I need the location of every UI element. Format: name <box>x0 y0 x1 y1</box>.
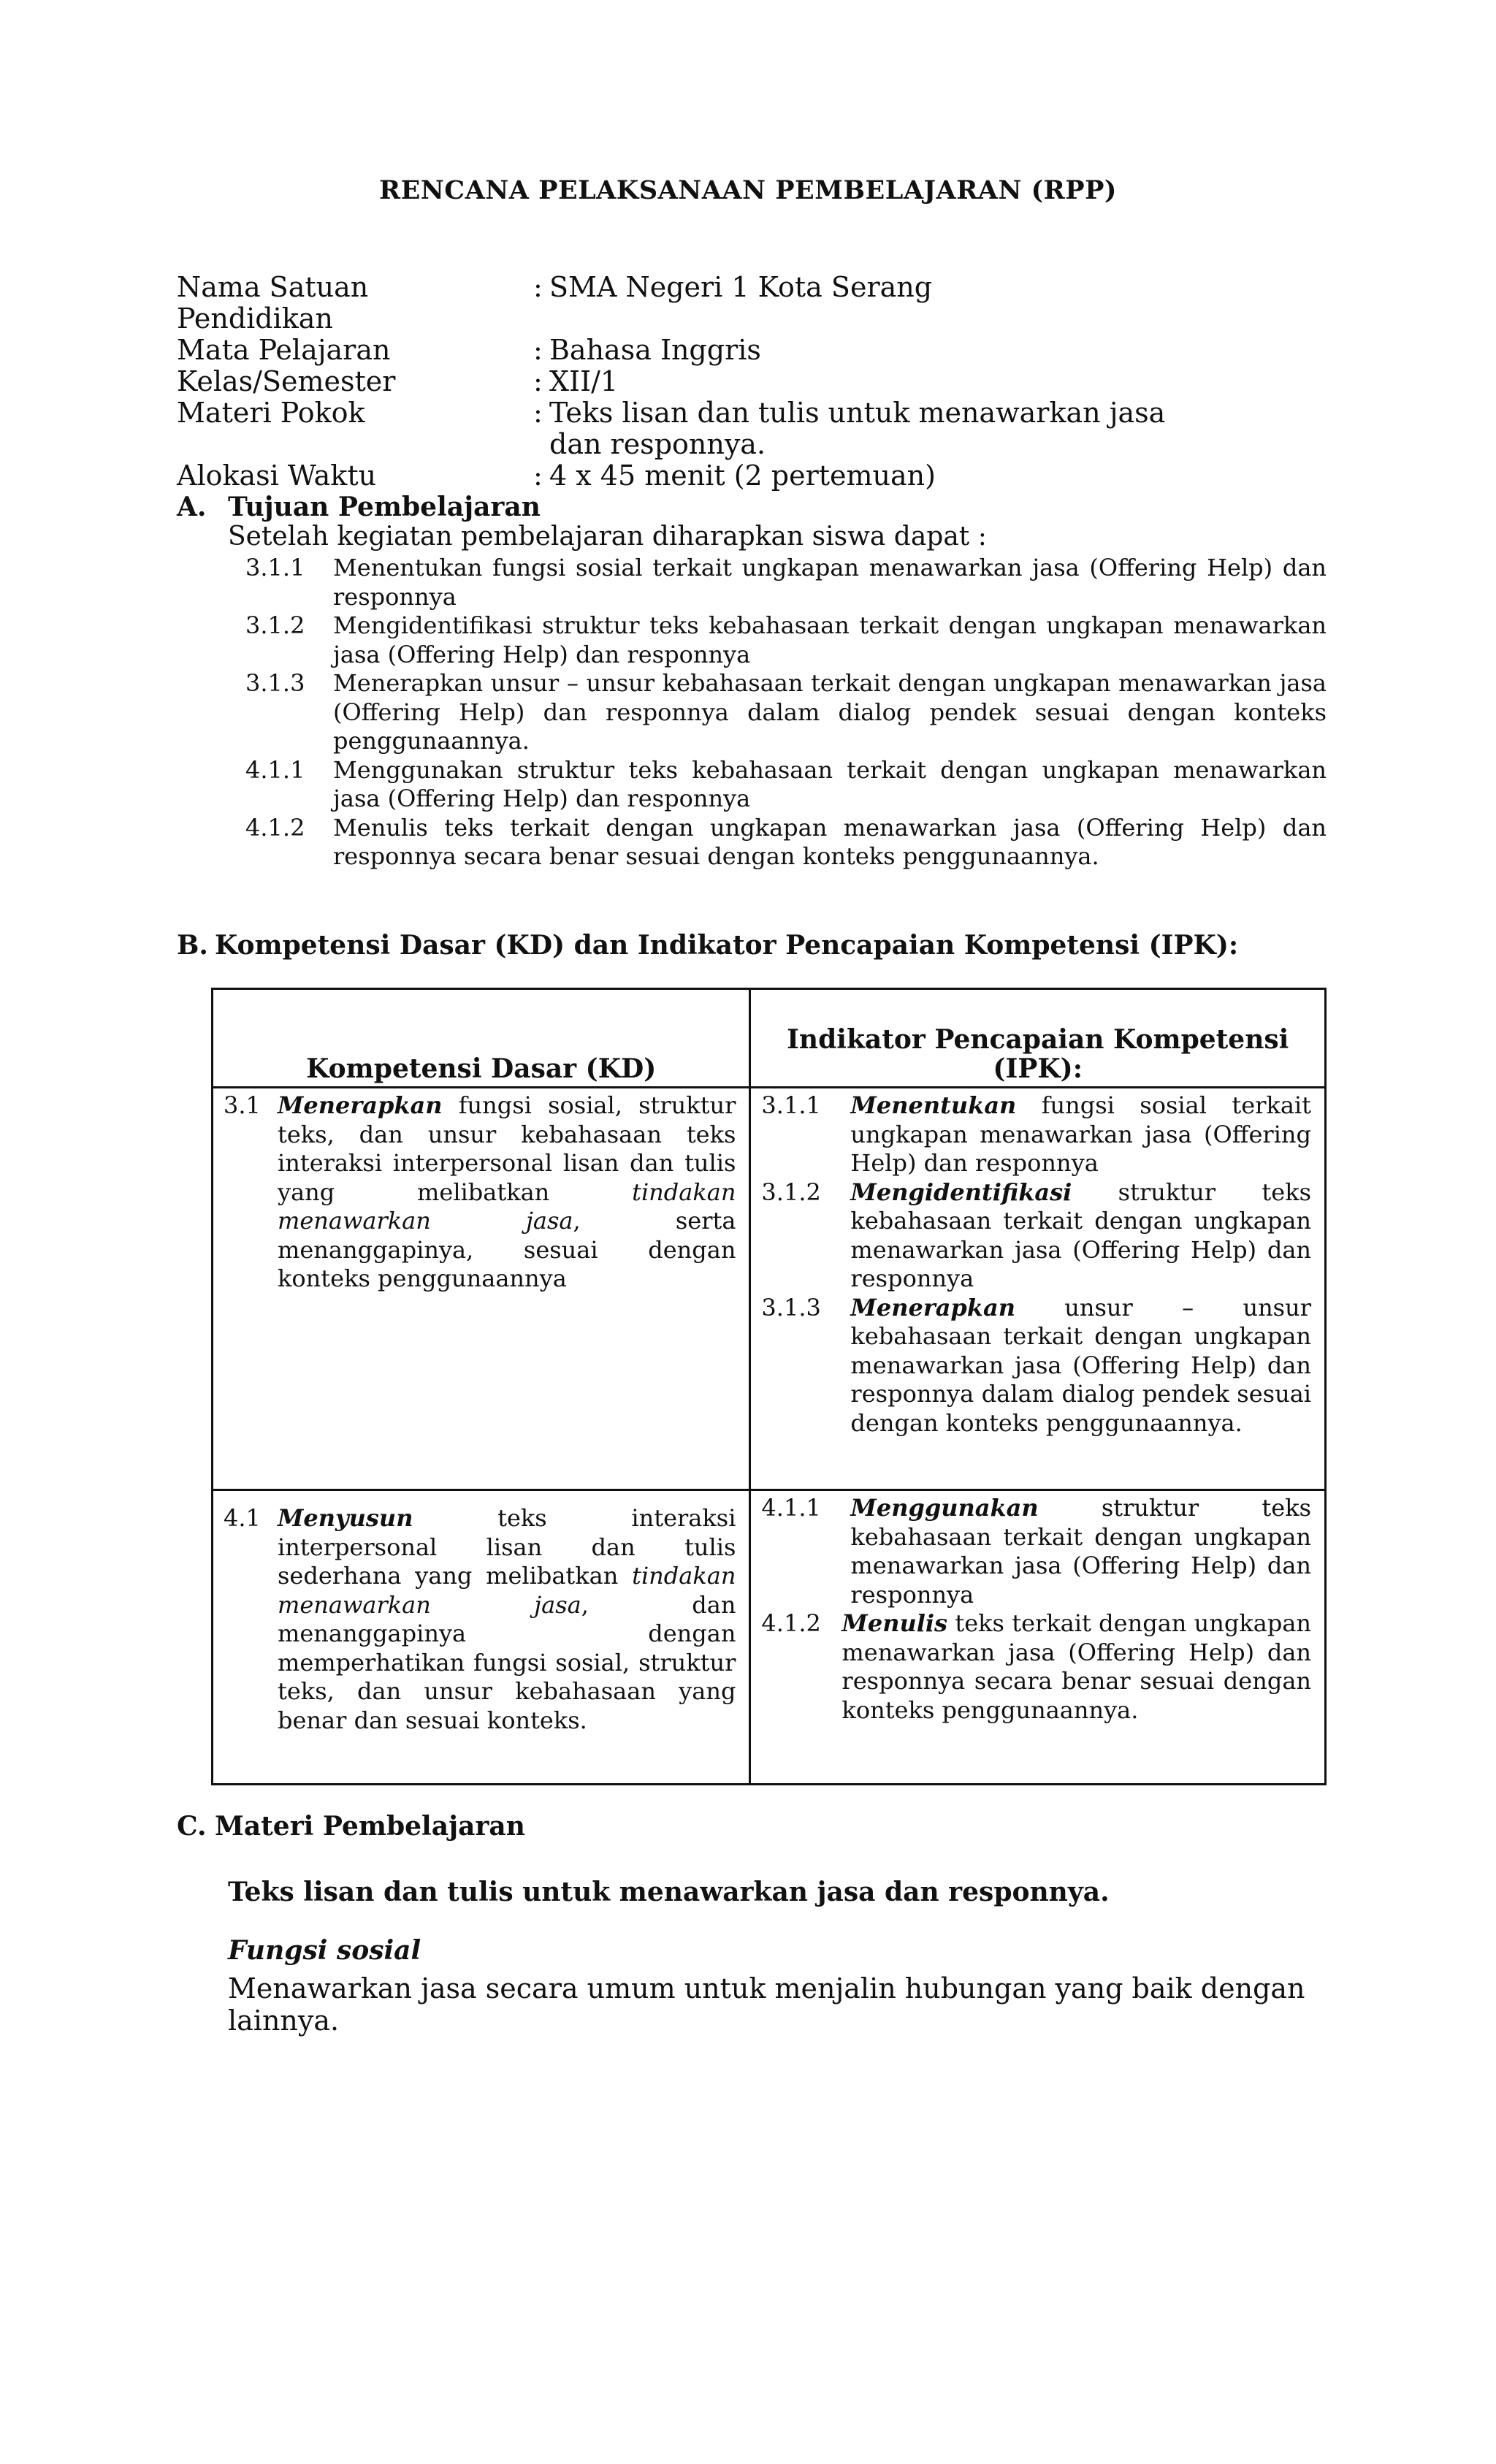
kd-number: 3.1 <box>224 1091 261 1119</box>
ipk-number: 3.1.3 <box>761 1293 821 1321</box>
list-item <box>245 611 1327 669</box>
list-item <box>245 554 1327 611</box>
ipk-text-part: struktur teks kebahasaan terkait dengan ungkapan menawarkan jasa (Offering Help) dan responnya <box>850 1494 1311 1609</box>
section-title: Kompetensi Dasar (KD) dan Indikator Pencapaian Kompetensi (IPK): <box>215 930 1239 961</box>
info-value: Bahasa Inggris <box>549 334 761 366</box>
objective-text: Menerapkan unsur – unsur kebahasaan terkait dengan ungkapan menawarkan jasa (Offering Help) dan responnya dalam dialog pendek sesuai dengan konteks penggunaannya. <box>333 669 1327 755</box>
section-title: Materi Pembelajaran <box>215 1811 525 1842</box>
social-function-text: Menawarkan jasa secara umum untuk menjalin hubungan yang baik dengan lainnya. <box>228 1972 1305 2037</box>
objective-number: 4.1.1 <box>245 755 305 784</box>
info-colon: : <box>533 365 543 397</box>
section-b-heading <box>177 929 1238 961</box>
kd-cell <box>213 1490 750 1785</box>
kd-text-part: teks interaksi interpersonal lisan dan tulis sederhana yang melibatkan <box>278 1504 736 1590</box>
table-row <box>213 1088 1326 1490</box>
ipk-number: 4.1.1 <box>761 1494 821 1522</box>
section-letter: A. <box>177 492 207 522</box>
info-colon: : <box>533 459 543 492</box>
ipk-number: 4.1.2 <box>761 1609 821 1637</box>
info-row-subject <box>177 335 1264 366</box>
ipk-cell <box>750 1490 1326 1785</box>
ipk-number: 3.1.1 <box>761 1091 821 1119</box>
ipk-verb: Mengidentifikasi <box>850 1178 1072 1206</box>
ipk-text <box>850 1494 1311 1609</box>
ipk-number: 3.1.2 <box>761 1178 821 1206</box>
info-label: Alokasi Waktu <box>177 459 377 492</box>
ipk-verb: Menentukan <box>850 1091 1017 1119</box>
kd-verb: Menerapkan <box>278 1091 443 1119</box>
material-heading: Teks lisan dan tulis untuk menawarkan jasa dan responnya. <box>228 1877 1110 1907</box>
section-title: Tujuan Pembelajaran <box>228 492 541 522</box>
section-letter: C. <box>177 1811 207 1842</box>
social-function-heading: Fungsi sosial <box>228 1935 421 1966</box>
objective-number: 3.1.2 <box>245 611 305 639</box>
kd-text-part: , dan menanggapinya dengan memperhatikan fungsi sosial, struktur teks, dan unsur kebahasaan yang benar dan sesuai konteks. <box>278 1590 736 1734</box>
objective-number: 4.1.2 <box>245 813 305 842</box>
info-row-school <box>177 272 1264 335</box>
section-c-heading <box>177 1810 525 1842</box>
info-value: Teks lisan dan tulis untuk menawarkan jasa dan responnya. <box>549 397 1166 460</box>
objectives-intro: Setelah kegiatan pembelajaran diharapkan siswa dapat : <box>228 522 987 552</box>
list-item <box>761 1178 1311 1294</box>
info-value: 4 x 45 menit (2 pertemuan) <box>549 459 936 492</box>
kd-text-part: , serta menanggapinya, sesuai dengan konteks penggunaannya <box>278 1207 736 1292</box>
info-value: SMA Negeri 1 Kota Serang <box>549 271 933 303</box>
list-item <box>245 669 1327 756</box>
kd-verb: Menyusun <box>278 1504 413 1532</box>
section-letter: B. <box>177 930 208 961</box>
kd-text-part: fungsi sosial, struktur teks, dan unsur kebahasaan teks interaksi interpersonal lisan dan tulis yang melibatkan <box>278 1091 736 1206</box>
list-item <box>761 1609 1311 1725</box>
info-label: Nama Satuan Pendidikan <box>177 271 369 335</box>
info-value: XII/1 <box>549 365 619 397</box>
ipk-text <box>842 1609 1311 1725</box>
list-item <box>761 1494 1311 1609</box>
column-header-kd: Kompetensi Dasar (KD) <box>213 989 750 1088</box>
info-label: Kelas/Semester <box>177 365 396 397</box>
objective-text: Menggunakan struktur teks kebahasaan terkait dengan ungkapan menawarkan jasa (Offering Help) dan responnya <box>333 755 1327 812</box>
ipk-verb: Menulis <box>842 1609 948 1637</box>
kd-number: 4.1 <box>224 1504 261 1532</box>
kd-text <box>278 1504 736 1735</box>
objective-text: Menentukan fungsi sosial terkait ungkapan menawarkan jasa (Offering Help) dan responnya <box>333 554 1327 611</box>
ipk-text-part: struktur teks kebahasaan terkait dengan ungkapan menawarkan jasa (Offering Help) dan responnya <box>850 1178 1311 1292</box>
ipk-text-part: fungsi sosial terkait ungkapan menawarkan jasa (Offering Help) dan responnya <box>850 1091 1311 1177</box>
objective-number: 3.1.1 <box>245 554 305 581</box>
ipk-text-part: teks terkait dengan ungkapan menawarkan jasa (Offering Help) dan responnya secara benar sesuai dengan konteks penggunaannya. <box>842 1609 1311 1724</box>
ipk-verb: Menggunakan <box>850 1494 1039 1522</box>
list-item <box>245 814 1327 871</box>
table-row <box>213 1490 1326 1785</box>
objective-number: 3.1.3 <box>245 669 305 697</box>
document-title: RENCANA PELAKSANAAN PEMBELAJARAN (RPP) <box>379 175 1117 205</box>
kd-cell <box>213 1088 750 1490</box>
info-row-class <box>177 366 1264 397</box>
info-colon: : <box>533 397 543 429</box>
column-header-ipk: Indikator Pencapaian Kompetensi (IPK): <box>750 989 1326 1088</box>
table-header-row <box>213 989 1326 1088</box>
ipk-text <box>850 1091 1311 1178</box>
ipk-text-part: unsur – unsur kebahasaan terkait dengan ungkapan menawarkan jasa (Offering Help) dan responnya dalam dialog pendek sesuai dengan konteks penggunaannya. <box>850 1293 1311 1437</box>
info-label: Mata Pelajaran <box>177 334 391 366</box>
objective-text: Menulis teks terkait dengan ungkapan menawarkan jasa (Offering Help) dan responnya secara benar sesuai dengan konteks penggunaannya. <box>333 813 1327 870</box>
ipk-text <box>850 1178 1311 1294</box>
identity-info <box>177 272 1264 492</box>
info-row-time <box>177 460 1264 492</box>
ipk-text <box>850 1294 1311 1438</box>
info-label: Materi Pokok <box>177 397 365 429</box>
info-row-topic <box>177 397 1264 460</box>
kd-italic: tindakan menawarkan jasa <box>278 1562 736 1619</box>
kd-ipk-table <box>211 988 1327 1785</box>
kd-text <box>278 1091 736 1294</box>
ipk-verb: Menerapkan <box>850 1293 1015 1321</box>
objective-text: Mengidentifikasi struktur teks kebahasaan terkait dengan ungkapan menawarkan jasa (Offering Help) dan responnya <box>333 611 1327 668</box>
info-colon: : <box>533 334 543 366</box>
list-item <box>761 1091 1311 1178</box>
objectives-list <box>245 554 1327 871</box>
ipk-cell <box>750 1088 1326 1490</box>
kd-italic: tindakan menawarkan jasa <box>278 1178 736 1235</box>
info-colon: : <box>533 271 543 303</box>
list-item <box>761 1294 1311 1438</box>
section-a-heading <box>177 491 541 523</box>
list-item <box>245 756 1327 814</box>
